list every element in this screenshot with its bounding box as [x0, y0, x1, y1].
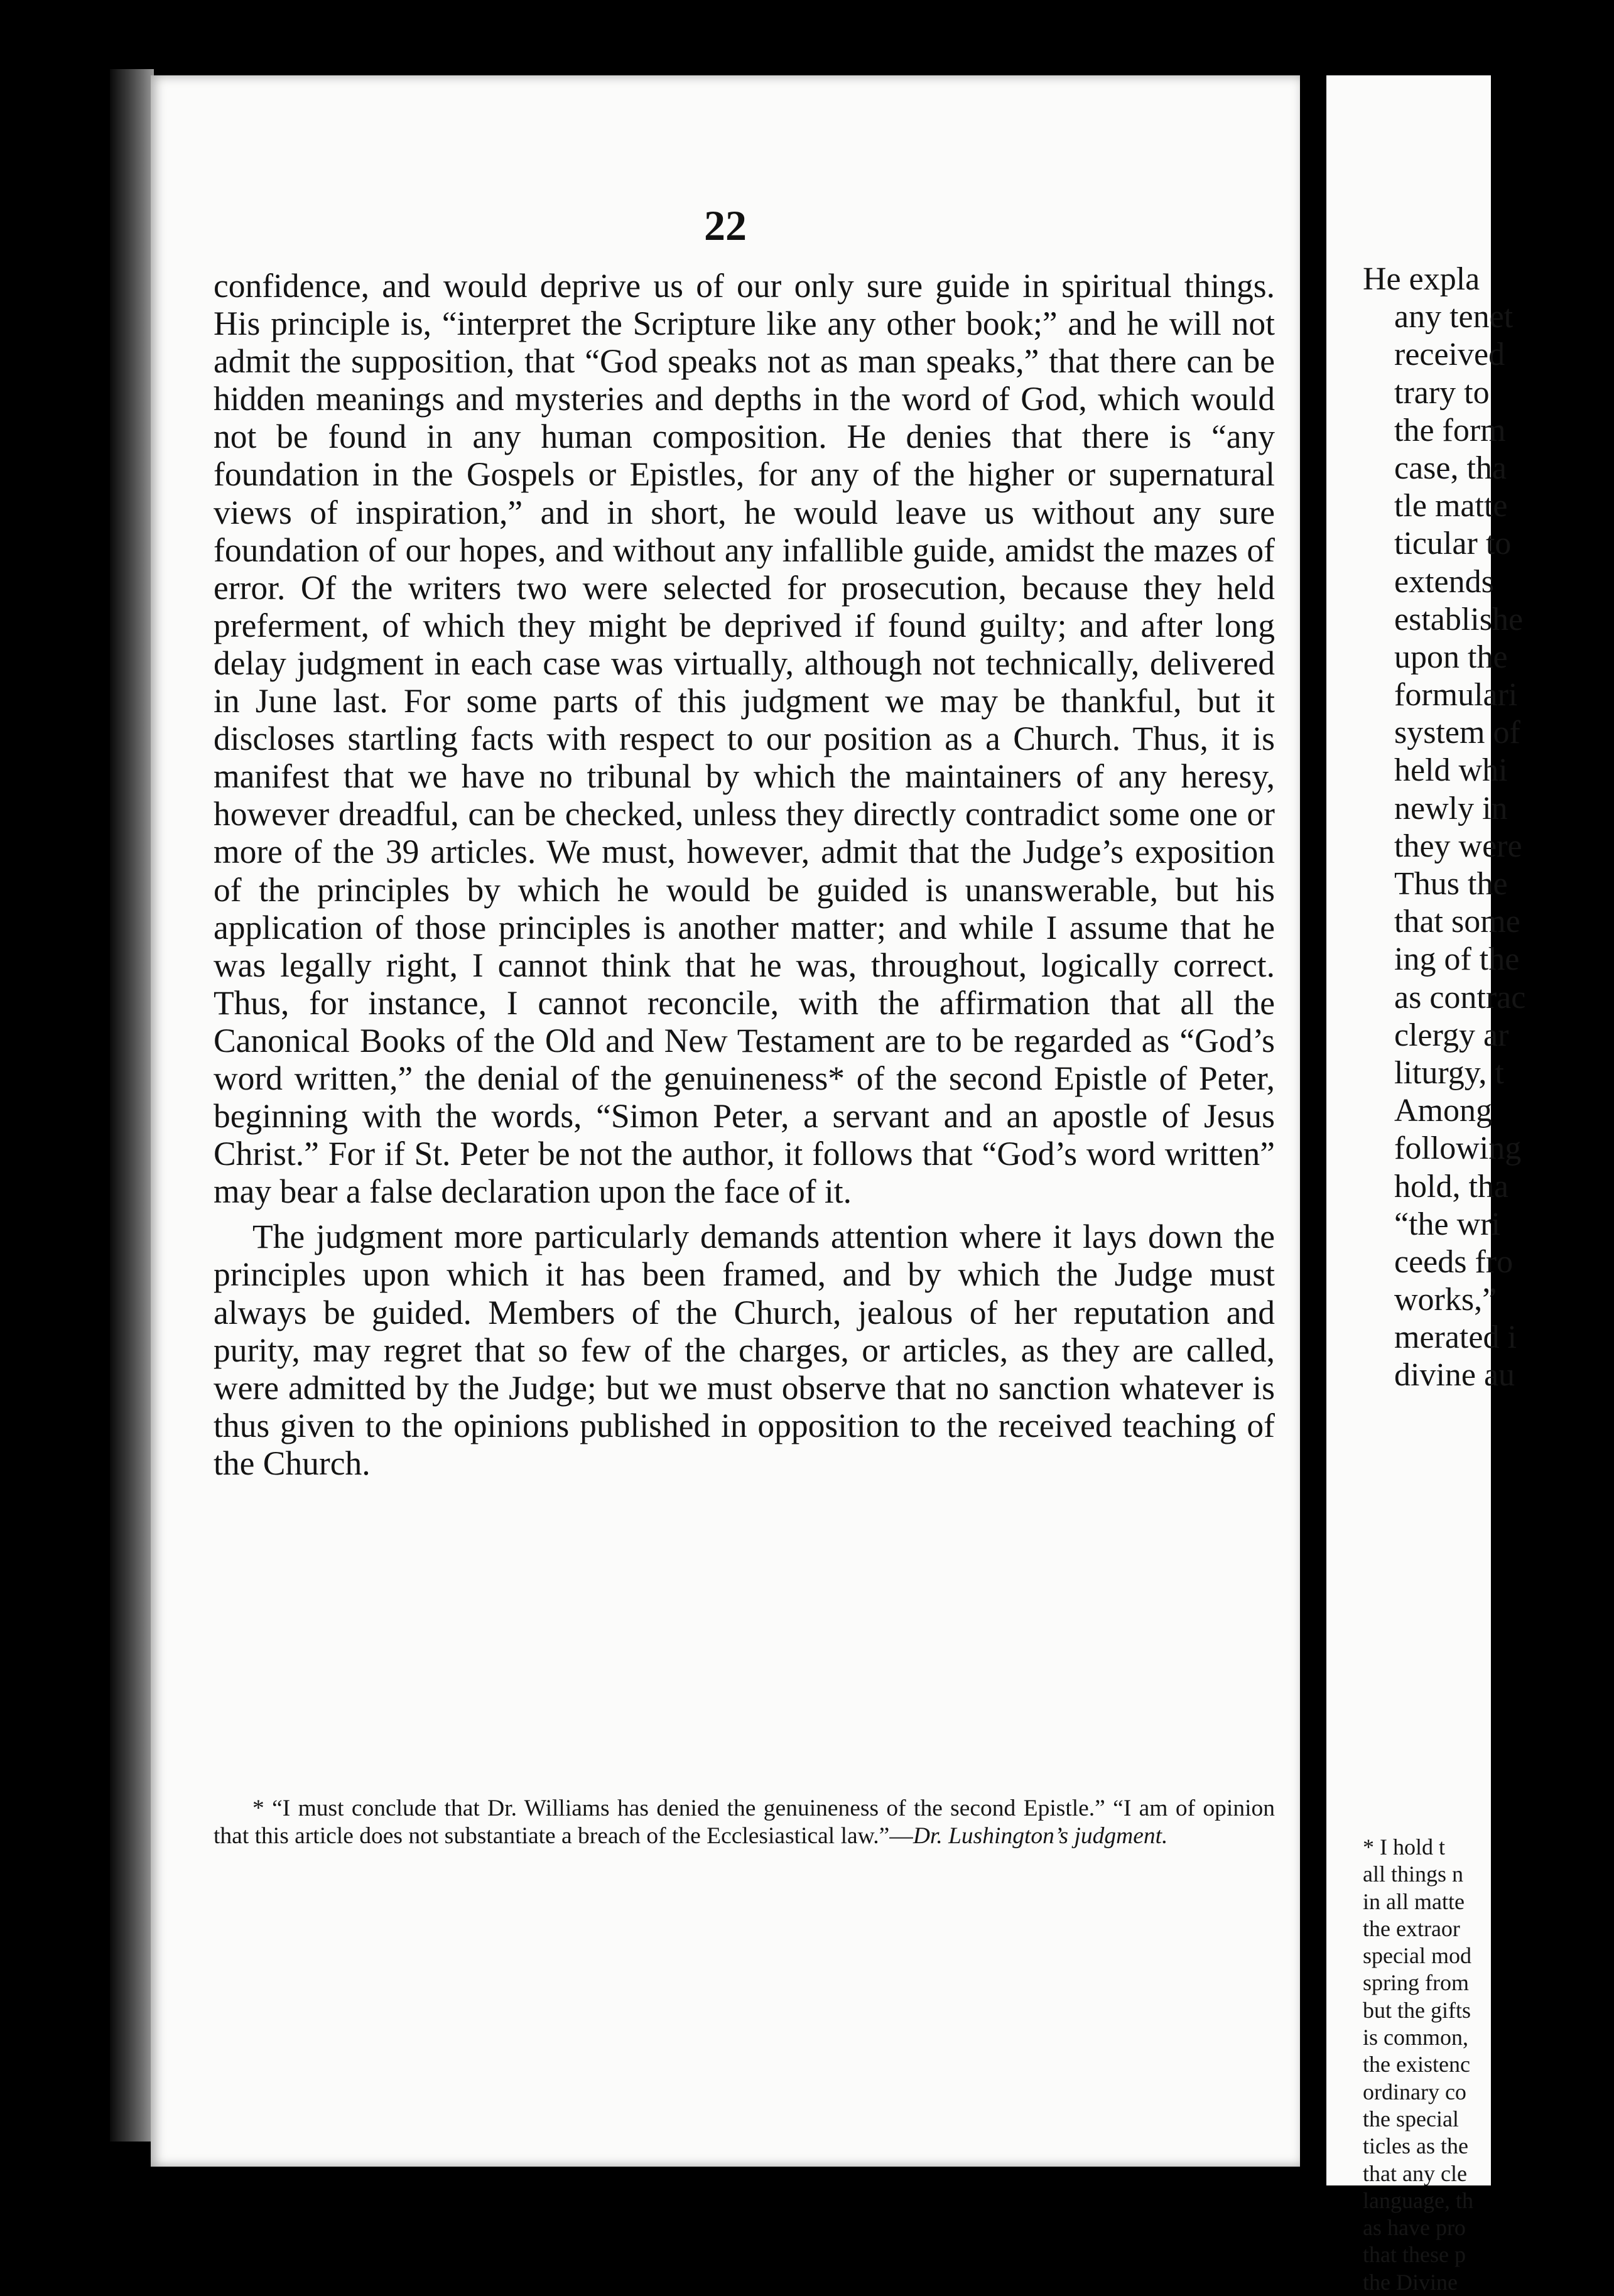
facing-note-line: * I hold t [1363, 1834, 1445, 1860]
facing-line: Among [1394, 1093, 1492, 1129]
facing-line: held whi [1394, 752, 1508, 789]
facing-line: formulari [1394, 677, 1518, 713]
facing-page-footnote [1363, 1834, 1614, 2296]
page-number: 22 [704, 202, 747, 249]
facing-line: following [1394, 1130, 1522, 1167]
facing-note-line: is common, [1363, 2025, 1468, 2050]
facing-line: “the wri [1394, 1206, 1500, 1242]
facing-line: ing of the [1394, 941, 1520, 978]
facing-line: liturgy, t [1394, 1054, 1504, 1091]
facing-page-text [1363, 261, 1614, 1395]
footnote [214, 1795, 1275, 1850]
facing-note-line: the extraor [1363, 1915, 1460, 1941]
page-body-text [214, 267, 1275, 1482]
facing-note-line: all things n [1363, 1861, 1463, 1887]
facing-line: trary to [1394, 374, 1490, 411]
book-binding-edge [110, 69, 154, 2142]
facing-note-line: that any cle [1363, 2160, 1467, 2186]
facing-line: ceeds fro [1394, 1243, 1514, 1280]
facing-note-line: ordinary co [1363, 2079, 1466, 2104]
facing-line: ticular to [1394, 526, 1512, 562]
facing-line: newly in [1394, 790, 1508, 826]
facing-line: that some [1394, 904, 1520, 940]
facing-line: upon the [1394, 639, 1508, 675]
facing-line: any tenet [1394, 299, 1514, 335]
facing-line: He expla [1363, 261, 1480, 297]
facing-line: Thus the [1394, 866, 1508, 902]
facing-note-line: spring from [1363, 1970, 1469, 1996]
facing-line: extends [1394, 563, 1494, 600]
facing-note-line: special mod [1363, 1943, 1471, 1969]
facing-note-line: in all matte [1363, 1888, 1465, 1914]
footnote-text: * “I must conclude that Dr. Williams has denied the genuineness of the second Epistle.” “I am of opinion that this article does not substantiate a breach of the Ecclesiastical law.”— [214, 1795, 1275, 1849]
facing-line: system of [1394, 715, 1520, 751]
facing-line: merated i [1394, 1319, 1517, 1356]
facing-line: they were [1394, 828, 1522, 864]
footnote-source: Dr. Lushington’s judgment. [913, 1823, 1168, 1849]
facing-note-line: the special [1363, 2106, 1459, 2131]
scanned-page-right [1326, 75, 1526, 2295]
body-paragraph-2: The judgment more particularly demands attention where it lays down the principles upon which it has been framed, and by which the Judge must always be guided. Members of the Church, jealous of her reputation and purity, may regret that so few of the charges, or articles, as they are called, were admitted by the Judge; but we must observe that no sanction whatever is thus given to the opinions published in opposition to the received teaching of the Church. [214, 1218, 1275, 1482]
facing-note-line: as have pro [1363, 2215, 1466, 2241]
facing-line: as contrac [1394, 979, 1526, 1015]
facing-note-line: that these p [1363, 2242, 1466, 2268]
facing-line: the form [1394, 412, 1506, 448]
body-paragraph-1: confidence, and would deprive us of our only sure guide in spiritual things. His principle is, “interpret the Scripture like any other book;” and he will not admit the supposition, that “God speaks not as man speaks,” that there can be hidden meanings and mysteries and depths in the word of God, which would not be found in any human composition. He denies that there is “any foundation in the Gospels or Epistles, for any of the higher or supernatural views of inspiration,” and in short, he would leave us without any sure foundation of our hopes, and without any infallible guide, amidst the mazes of error. Of the writers two were selected for prosecution, because they held preferment, of which they might be deprived if found guilty; and after long delay judgment in each case was virtually, although not technically, delivered in June last. For some parts of this judgment we may be thankful, but it discloses startling facts with respect to our position as a Church. Thus, it is manifest that we have no tribunal by which the maintainers of any heresy, however dreadful, can be checked, unless they directly contradict some one or more of the 39 articles. We must, however, admit that the Judge’s exposition of the principles by which he would be guided is unanswerable, but his application of those principles is another matter; and while I assume that he was legally right, I cannot think that he was, throughout, logically correct. Thus, for instance, I cannot reconcile, with the affirmation that all the Canonical Books of the Old and New Testament are to be regarded as “God’s word written,” the denial of the genuineness* of the second Epistle of Peter, beginning with the words, “Simon Peter, a servant and an apostle of Jesus Christ.” For if St. Peter be not the author, it follows that “God’s word written” may bear a false declaration upon the face of it. [214, 267, 1275, 1211]
facing-line: works,” [1394, 1282, 1497, 1318]
facing-note-line: ticles as the [1363, 2133, 1468, 2159]
page-gutter [1301, 38, 1326, 2198]
facing-line: divine au [1394, 1357, 1515, 1394]
facing-line: received [1394, 337, 1505, 373]
footnote-paragraph [214, 1795, 1275, 1850]
facing-note-line: but the gifts [1363, 1997, 1471, 2023]
facing-line: clergy ar [1394, 1017, 1509, 1053]
facing-note-line: the Divine [1363, 2269, 1458, 2295]
facing-line: tle matte [1394, 488, 1508, 524]
facing-line: establishe [1394, 601, 1524, 637]
facing-note-line: language, th [1363, 2187, 1473, 2213]
facing-line: case, tha [1394, 450, 1507, 486]
facing-note-line: the existenc [1363, 2052, 1470, 2077]
facing-line: hold, tha [1394, 1168, 1508, 1205]
